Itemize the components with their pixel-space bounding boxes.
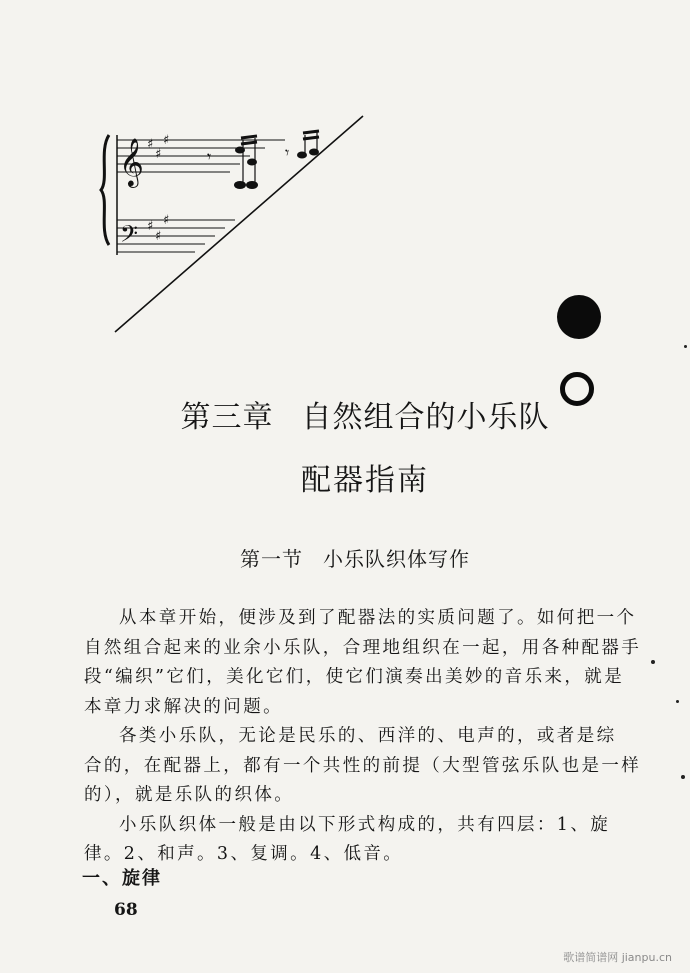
svg-text:♯: ♯	[147, 219, 154, 234]
rest-icon: 𝄾	[207, 147, 212, 166]
svg-text:♯: ♯	[155, 229, 162, 244]
chapter-number: 第三章	[180, 400, 274, 435]
filled-circle-icon	[557, 295, 601, 339]
paragraph-3	[84, 811, 624, 870]
bass-clef-icon: 𝄢	[120, 220, 139, 253]
music-score-illustration	[95, 110, 375, 340]
scan-speck	[681, 775, 685, 779]
brace-icon	[101, 135, 109, 245]
scan-speck	[651, 660, 655, 664]
treble-clef-icon: 𝄞	[119, 137, 144, 186]
text-line: 各类小乐队，无论是民乐的、西洋的、电声的，或者是综	[119, 726, 617, 746]
paragraph-2	[84, 722, 642, 811]
page-number: 68	[114, 900, 138, 920]
text-line: 自然组合起来的业余小乐队，合理地组织在一起，用各种配器手	[84, 637, 642, 658]
chapter-name: 自然组合的小乐队	[301, 400, 550, 435]
text-line: 律。2、和声。3、复调。4、低音。	[84, 844, 404, 864]
text-line: 本章力求解决的问题。	[84, 696, 283, 717]
scan-speck	[684, 345, 687, 348]
rest-icon: 𝄾	[285, 143, 290, 162]
body-text	[84, 604, 642, 870]
text-line: 从本章开始，便涉及到了配器法的实质问题了。如何把一个	[119, 608, 637, 628]
svg-text:♯: ♯	[147, 137, 154, 152]
text-line: 的），就是乐队的织体。	[84, 785, 295, 805]
section-name: 小乐队织体写作	[323, 547, 470, 571]
paragraph-1	[84, 604, 642, 722]
text-line: 段“编织”它们，美化它们，使它们演奏出美妙的音乐来，就是	[84, 667, 625, 687]
chapter-title	[0, 392, 690, 436]
text-line: 合的，在配器上，都有一个共性的前提（大型管弦乐队也是一样	[84, 755, 642, 776]
subheading: 一、旋律	[82, 868, 162, 889]
text-line: 小乐队织体一般是由以下形式构成的，共有四层：1、旋	[119, 814, 611, 835]
svg-text:♯: ♯	[163, 133, 170, 148]
watermark: 歌谱简谱网 jianpu.cn	[563, 951, 672, 964]
svg-text:♯: ♯	[155, 147, 162, 162]
svg-text:♯: ♯	[163, 213, 170, 228]
section-number: 第一节	[240, 547, 303, 571]
scan-speck	[676, 700, 679, 703]
section-title	[0, 543, 690, 572]
chapter-subtitle: 配器指南	[301, 463, 429, 498]
